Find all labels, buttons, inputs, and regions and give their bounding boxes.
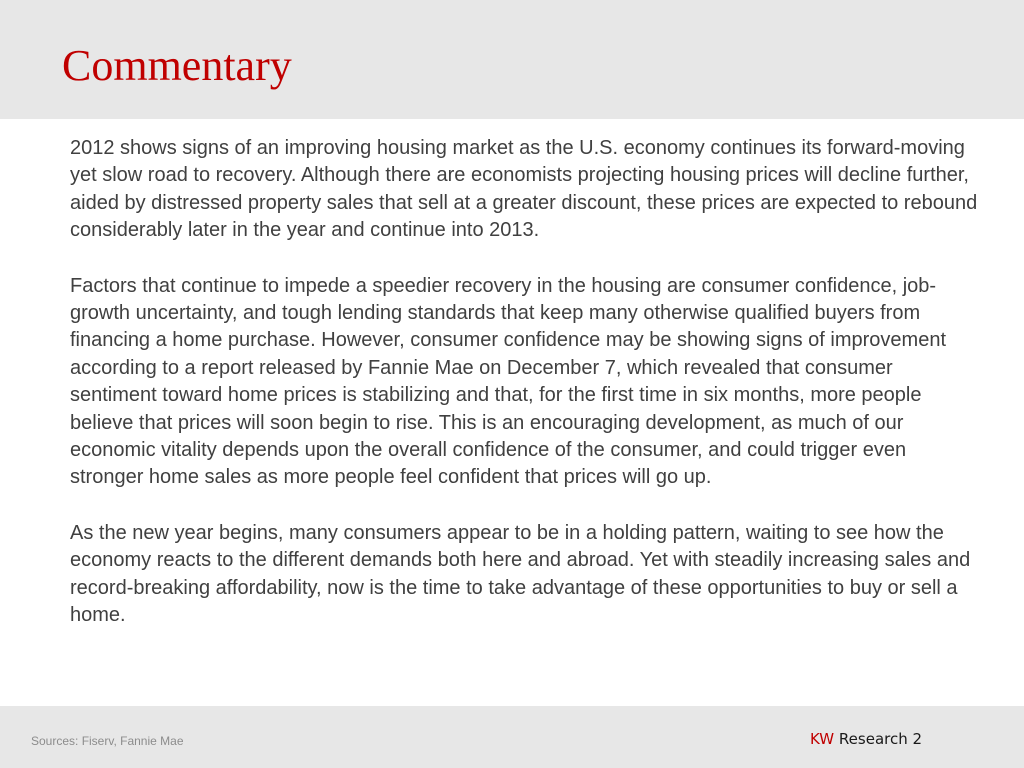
page-number: 2: [912, 730, 923, 748]
sources-note: Sources: Fiserv, Fannie Mae: [31, 734, 184, 748]
footer-band: [0, 706, 1024, 768]
slide-title: Commentary: [62, 41, 292, 90]
commentary-body: [70, 135, 980, 658]
brand-research: Research: [838, 730, 908, 748]
paragraph-new-year: As the new year begins, many consumers appear to be in a holding pattern, waiting to see how the economy reacts to the different demands both here and abroad. Yet with steadily increasing sales and record-breaking affordability, now is the time to take advantage of these opportunities to buy or sell a home.: [70, 521, 971, 627]
brand-label: [810, 730, 922, 748]
header-band: [0, 0, 1024, 119]
paragraph-factors: Factors that continue to impede a speedier recovery in the housing are consumer confidence, job-growth uncertainty, and tough lending standards that keep many otherwise qualified buyers from financing a home purchase. However, consumer confidence may be showing signs of improvement according to a report released by Fannie Mae on December 7, which revealed that consumer sentiment toward home prices is stabilizing and that, for the first time in six months, more people believe that prices will soon begin to rise. This is an encouraging development, as much of our economic vitality depends upon the overall confidence of the consumer, and could trigger even stronger home sales as more people feel confident that prices will go up.: [70, 274, 947, 489]
brand-kw-logo: KW: [810, 730, 835, 748]
paragraph-outlook: 2012 shows signs of an improving housing market as the U.S. economy continues its forward-moving yet slow road to recovery. Although there are economists projecting housing prices will decline further, aided by distressed property sales that sell at a greater discount, these prices are expected to rebound considerably later in the year and continue into 2013.: [70, 137, 978, 242]
